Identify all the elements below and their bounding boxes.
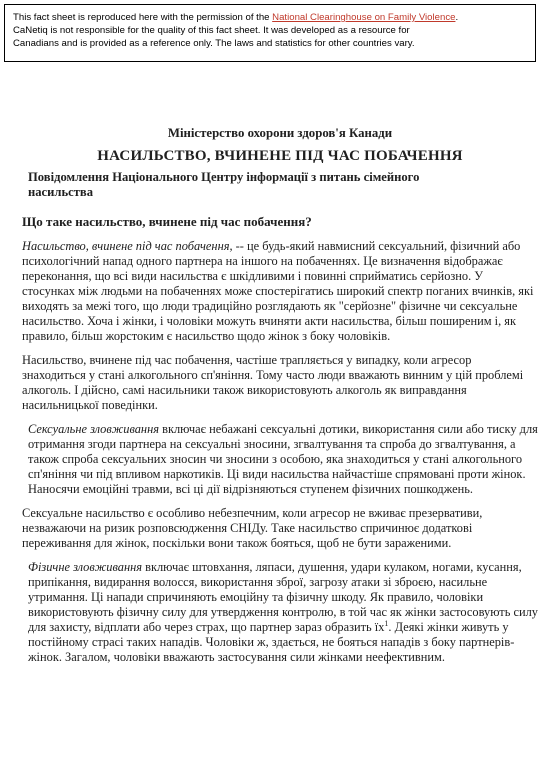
paragraph-5-text-b: . Деякі жінки живуть у постійному страсі таких нападів. Чоловіки ж, здається, не бояться нападів з боку партнерів-жінок. Загалом, чоловіки вважають застосування сили жінками неефективним.	[28, 620, 515, 664]
document-title: НАСИЛЬСТВО, ВЧИНЕНЕ ПІД ЧАС ПОБАЧЕННЯ	[97, 148, 463, 164]
term-dating-violence: Насильство, вчинене під час побачення,	[22, 239, 233, 253]
paragraph-dating-violence	[22, 239, 538, 344]
paragraph-sexual-abuse	[28, 422, 538, 497]
section-question: Що таке насильство, вчинене під час побачення?	[22, 214, 312, 229]
permission-notice	[4, 4, 536, 62]
footnote-marker: 1	[384, 618, 389, 628]
term-sexual-abuse: Сексуальне зловживання	[28, 422, 159, 436]
document-subtitle: Повідомлення Національного Центру інформації з питань сімейного насильства	[28, 170, 420, 199]
notice-line-3: Canadians and is provided as a reference only. The laws and statistics for other countries vary.	[13, 38, 415, 49]
ministry-heading: Міністерство охорони здоров'я Канади	[167, 126, 393, 140]
paragraph-5-text-a: включає штовхання, ляпаси, душення, удари кулаком, ногами, кусання, припікання, видирання волосся, використання зброї, загрозу атаки зі зброєю, насильне утримання. Ці напади спричиняють емоційну та фізичну шкоду. Як правило, чоловіки використовують фізичну силу для утвердження контролю, в той час як жінки застосовують силу для захисту, відплати або через страх, що партнер зараз образить їх	[28, 560, 538, 634]
paragraph-physical-abuse	[28, 560, 538, 665]
paragraph-aids-risk: Сексуальне насильство є особливо небезпечним, коли агресор не вживає презервативи, незважаючи на ризик розповсюдження СНІДу. Таке насильство спричинює додаткові переживання для жінок, поскільки вони також бояться, щоб не бути зараженими.	[22, 506, 483, 550]
paragraph-1-text: -- це будь-який навмисний сексуальний, фізичний або психологічний напад одного партнера на іншого на побаченнях. Це визначення відображає переконання, що всі види насильства є шкідливими і повинні сприйматись серйозно. У стосунках між людьми на побаченнях може спостерігатись широкий спектр поганих вчинків, які виходять за межі того, що люди традиційно розглядають як "серйозне" фізичне чи сексуальне насильство. Хоча і жінки, і чоловіки можуть вчиняти акти насильства, більш поширеним і, як правило, більш жорстоким є насильство щодо жінок з боку чоловіків.	[22, 239, 534, 343]
scanned-document	[22, 118, 538, 674]
notice-line-1	[13, 11, 527, 24]
clearinghouse-link[interactable]: National Clearinghouse on Family Violence	[272, 12, 456, 23]
notice-line-1-end: .	[455, 12, 459, 23]
paragraph-alcohol: Насильство, вчинене під час побачення, частіше трапляється у випадку, коли агресор знаходиться у стані алкогольного сп'яніння. Тому часто люди вважають винним у цій проблемі алкоголь. І дійсно, самі насильники також використовують алкоголь як виправдання насильницької поведінки.	[22, 353, 524, 412]
term-physical-abuse: Фізичне зловживання	[28, 560, 143, 574]
notice-line-2: CaNetiq is not responsible for the quality of this fact sheet. It was developed as a resource for	[13, 25, 410, 36]
paragraph-3-text: включає небажані сексуальні дотики, використання сили або тиску для отримання згоди партнера на сексуальні зносини, згвалтування та спроба до згвалтування, а також спроба сексуальних зносин чи зносини з особою, яка знаходиться у стані алкогольного сп'яніння чи під впливом наркотиків. Ці види насильства найчастіше спрямовані проти жінок. Наносячи емоційні травми, всі ці дії відрізняються ступенем фізичних пошкоджень.	[28, 422, 538, 496]
notice-line-1-text: This fact sheet is reproduced here with the permission of the	[13, 12, 273, 23]
